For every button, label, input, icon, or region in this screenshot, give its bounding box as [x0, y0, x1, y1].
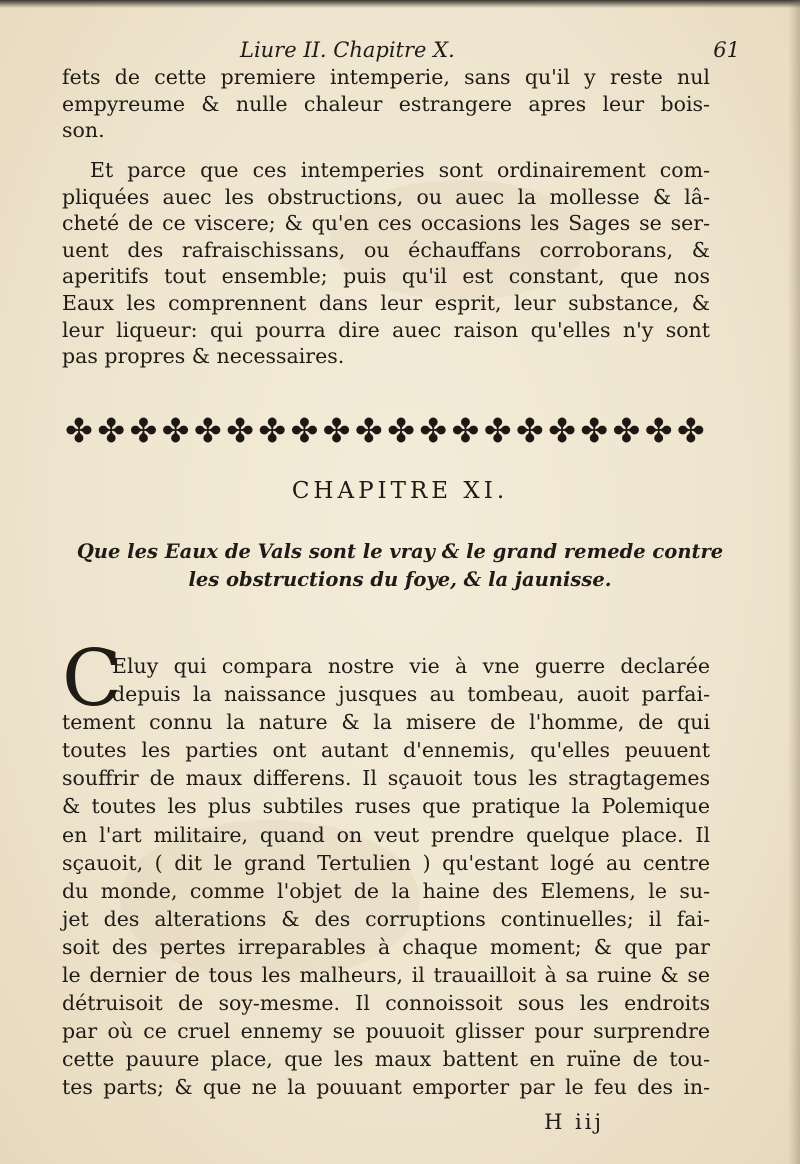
- text-line: uent des rafraischissans, ou échauffans corroborans, &: [62, 237, 710, 262]
- page-number: 61: [713, 38, 740, 62]
- text-line: en l'art militaire, quand on veut prendre quelque place. Il: [62, 822, 710, 847]
- page-edge-shadow: [788, 0, 800, 1164]
- text-line: empyreume & nulle chaleur estrangere apres leur bois-: [62, 91, 710, 116]
- text-line: cheté de ce viscere; & qu'en ces occasions les Sages se ser-: [62, 211, 710, 236]
- ornament-flower-icon: ✤: [677, 413, 705, 450]
- chapter-subtitle: [60, 538, 740, 594]
- text-line: depuis la naissance jusques au tombeau, auoit parfai-: [112, 682, 710, 707]
- running-head: Liure II. Chapitre X.: [240, 38, 455, 62]
- text-line: sçauoit, ( dit le grand Tertulien ) qu'estant logé au centre: [62, 850, 710, 875]
- chapter-body: [62, 652, 710, 1102]
- ornament-flower-icon: ✤: [322, 413, 351, 450]
- text-line: son.: [62, 118, 105, 143]
- ornament-flower-icon: ✤: [548, 413, 576, 450]
- subtitle-line: les obstructions du foye, & la jaunisse.: [188, 568, 612, 591]
- ornament-flower-icon: ✤: [193, 413, 222, 450]
- text-line: fets de cette premiere intemperie, sans qu'il y reste nul: [62, 65, 710, 89]
- text-line: pas propres & necessaires.: [62, 344, 345, 369]
- ornament-flower-icon: ✤: [451, 413, 480, 450]
- text-line: toutes les parties ont autant d'ennemis, qu'elles peuuent: [62, 738, 710, 763]
- ornament-flower-icon: ✤: [97, 413, 126, 450]
- ornament-flower-icon: ✤: [644, 413, 673, 450]
- text-line: pliquées auec les obstructions, ou auec la mollesse & lâ-: [62, 184, 710, 209]
- paragraph-continuation: [62, 64, 710, 144]
- ornament-flower-icon: ✤: [129, 413, 158, 450]
- text-line: jet des alterations & des corruptions continuelles; il fai-: [62, 906, 710, 931]
- chapter-title: CHAPITRE XI.: [291, 478, 509, 504]
- ornament-flower-icon: ✤: [580, 413, 609, 450]
- ornament-flower-icon: ✤: [419, 413, 448, 450]
- text-line: leur liqueur: qui pourra dire auec raison qu'elles n'y sont: [62, 317, 710, 342]
- text-line: tement connu la nature & la misere de l'homme, de qui: [62, 710, 710, 735]
- text-line: détruisoit de soy-mesme. Il connoissoit sous les endroits: [62, 991, 710, 1016]
- ornament-flower-icon: ✤: [290, 413, 319, 450]
- text-line: du monde, comme l'objet de la haine des Elemens, le su-: [62, 878, 710, 903]
- ornament-flower-icon: ✤: [516, 413, 544, 450]
- text-line: Et parce que ces intemperies sont ordinairement com-: [90, 158, 710, 182]
- text-line: souffrir de maux differens. Il sçauoit tous les stragtagemes: [62, 766, 710, 791]
- ornament-flower-icon: ✤: [226, 413, 254, 450]
- ornament-flower-icon: ✤: [612, 413, 641, 450]
- text-line: par où ce cruel ennemy se pouuoit glisser pour surprendre: [62, 1019, 710, 1044]
- text-line: & toutes les plus subtiles ruses que pratique la Polemique: [62, 794, 710, 819]
- page-top-shadow: [0, 0, 800, 8]
- ornament-flower-icon: ✤: [355, 413, 383, 450]
- ornament-flower-icon: ✤: [65, 413, 93, 450]
- text-line: cette pauure place, que les maux battent en ruïne de tou-: [62, 1047, 710, 1072]
- drop-capital: C: [62, 634, 122, 724]
- subtitle-line: Que les Eaux de Vals sont le vray & le grand remede contre: [76, 540, 724, 563]
- ornament-flower-icon: ✤: [258, 413, 287, 450]
- text-line: Eluy qui compara nostre vie à vne guerre declarée: [112, 654, 710, 678]
- ornamental-band: [64, 412, 706, 452]
- text-line: soit des pertes irreparables à chaque moment; & que par: [62, 934, 710, 959]
- text-line: aperitifs tout ensemble; puis qu'il est constant, que nos: [62, 264, 710, 289]
- ornament-flower-icon: ✤: [483, 413, 512, 450]
- ornament-flower-icon: ✤: [387, 413, 415, 450]
- signature-mark: H iij: [544, 1110, 604, 1134]
- ornament-flower-icon: ✤: [161, 413, 190, 450]
- paragraph-intemperies: [62, 157, 710, 370]
- text-line: le dernier de tous les malheurs, il trauailloit à sa ruine & se: [62, 963, 710, 988]
- text-line: tes parts; & que ne la pouuant emporter par le feu des in-: [62, 1075, 710, 1100]
- text-line: Eaux les comprennent dans leur esprit, leur substance, &: [62, 290, 710, 315]
